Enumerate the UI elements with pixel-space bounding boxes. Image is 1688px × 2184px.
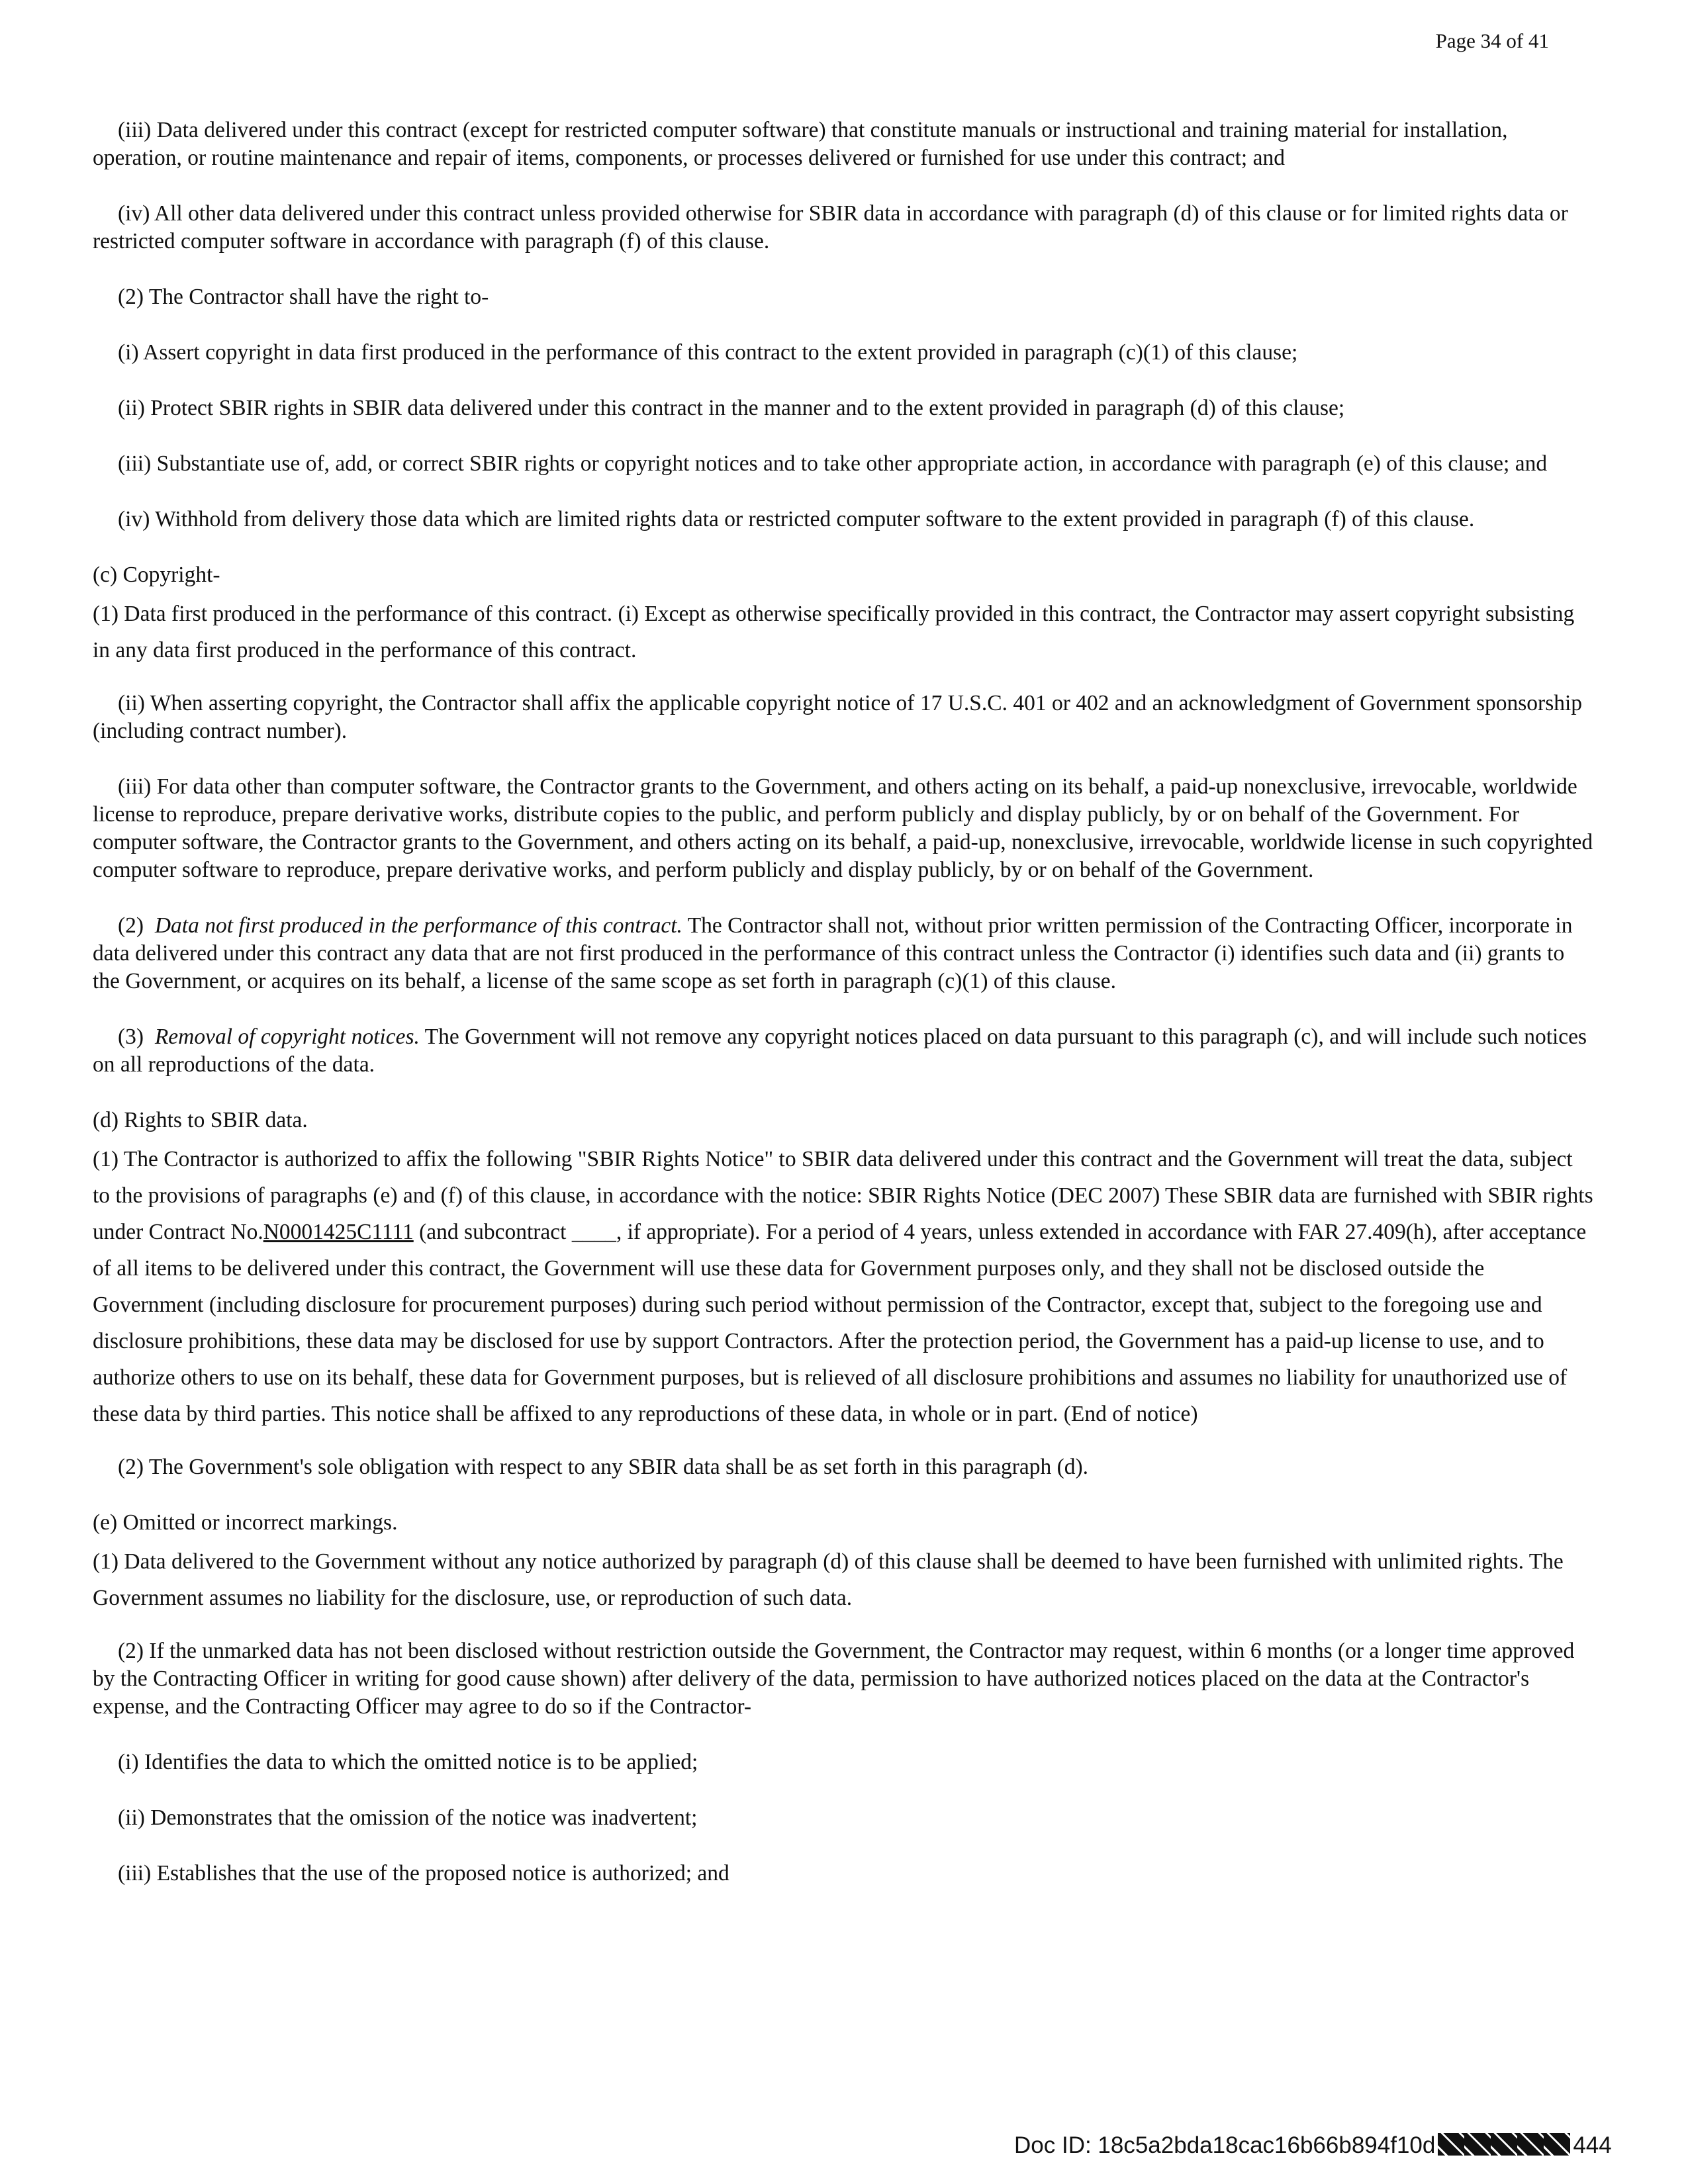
- section-heading-d: (d) Rights to SBIR data.: [93, 1108, 308, 1132]
- paragraph-e2-iii: (iii) Establishes that the use of the proposed notice is authorized; and: [118, 1861, 729, 1886]
- page-number: Page 34 of 41: [1435, 29, 1549, 52]
- paragraph-c1-iii: (iii) For data other than computer software, the Contractor grants to the Government, and others acting on its behalf, a paid-up nonexclusive, irrevocable, worldwide license to reproduce, prepare derivative works, distribute copies to the public, and perform publicly and display publicly, by or on behalf of the Government. For computer software, the Contractor grants to the Government, and others acting on its behalf, a paid-up, nonexclusive, irrevocable, worldwide license in such copyrighted computer software to reproduce, prepare derivative works, and perform publicly and display publicly, by or on behalf of the Government.: [93, 774, 1593, 882]
- paragraph-c1-ii: (ii) When asserting copyright, the Contractor shall affix the applicable copyright notice of 17 U.S.C. 401 or 402 and an acknowledgment of Government sponsorship (including contract number).: [93, 691, 1583, 743]
- paragraph-d1-text-3: , if appropriate). For a period of 4 years, unless extended in accordance with FAR 27.409(h), after acceptance of all items to be delivered under this contract, the Government will use these data for Government purposes only, and they shall not be disclosed outside the Government (including disclosure for procurement purposes) during such period without permission of the Contractor, except that, subject to the foregoing use and disclosure prohibitions, these data may be disclosed for use by support Contractors. After the protection period, the Government has a paid-up license to use, and to authorize others to use on its behalf, these data for Government purposes, but is relieved of all disclosure prohibitions and assumes no liability for unauthorized use of these data by third parties. This notice shall be affixed to any reproductions of these data, in whole or in part. (End of notice): [93, 1220, 1587, 1426]
- paragraph-b1-iv: (iv) All other data delivered under this contract unless provided otherwise for SBIR data in accordance with paragraph (d) of this clause or for limited rights data or restricted computer software in accordance with paragraph (f) of this clause.: [93, 201, 1568, 253]
- paragraph-c2: [93, 912, 1595, 995]
- paragraph-d1-text-1: (1) The Contractor is authorized to affix the following "SBIR Rights Notice" to SBIR data delivered under this contract and the Government will treat the data, subject to the provisions of paragraphs (e) and (f) of this clause, in accordance with the notice: SBIR Rights Notice (DEC 2007) These SBIR data are furnished with SBIR rights under Contract No.: [93, 1147, 1593, 1244]
- paragraph-c2-body: The Contractor shall not, without prior written permission of the Contracting Officer, incorporate in data delivered under this contract any data that are not first produced in the performance of this contract unless the Contractor (i) identifies such data and (ii) grants to the Government, or acquires on its behalf, a license of the same scope as set forth in paragraph (c)(1) of this clause.: [93, 913, 1573, 993]
- paragraph-c3-number: (3): [118, 1024, 144, 1049]
- paragraph-e2-i: (i) Identifies the data to which the omitted notice is to be applied;: [118, 1750, 698, 1774]
- paragraph-b2: (2) The Contractor shall have the right to-: [118, 285, 489, 309]
- paragraph-c2-number: (2): [118, 913, 144, 938]
- section-heading-c: (c) Copyright-: [93, 563, 220, 587]
- paragraph-c1: (1) Data first produced in the performance of this contract. (i) Except as otherwise specifically provided in this contract, the Contractor may assert copyright subsisting in any data first produced in the performance of this contract.: [93, 602, 1575, 662]
- doc-id-text: Doc ID: 18c5a2bda18cac16b66b894f10d: [1014, 2132, 1436, 2158]
- paragraph-b2-iv: (iv) Withhold from delivery those data which are limited rights data or restricted computer software to the extent provided in paragraph (f) of this clause.: [118, 507, 1475, 531]
- paragraph-e2-ii: (ii) Demonstrates that the omission of the notice was inadvertent;: [118, 1805, 698, 1830]
- paragraph-d2: (2) The Government's sole obligation with respect to any SBIR data shall be as set forth in this paragraph (d).: [118, 1455, 1089, 1479]
- subcontract-blank: ____: [571, 1220, 616, 1244]
- document-body: [93, 116, 1595, 1915]
- redaction-mark: [1438, 2133, 1570, 2156]
- doc-id-suffix: 444: [1573, 2132, 1612, 2158]
- section-heading-e: (e) Omitted or incorrect markings.: [93, 1510, 398, 1535]
- paragraph-c3-body: The Government will not remove any copyright notices placed on data pursuant to this paragraph (c), and will include such notices on all reproductions of the data.: [93, 1024, 1587, 1077]
- paragraph-b2-iii: (iii) Substantiate use of, add, or correct SBIR rights or copyright notices and to take other appropriate action, in accordance with paragraph (e) of this clause; and: [118, 451, 1548, 476]
- paragraph-d1-text-2: (and subcontract: [413, 1220, 572, 1244]
- paragraph-c3: [93, 1023, 1595, 1079]
- paragraph-e2: (2) If the unmarked data has not been disclosed without restriction outside the Government, the Contractor may request, within 6 months (or a longer time approved by the Contracting Officer in writing for good cause shown) after delivery of the data, permission to have authorized notices placed on the data at the Contractor's expense, and the Contracting Officer may agree to do so if the Contractor-: [93, 1639, 1575, 1719]
- paragraph-d1: [93, 1141, 1595, 1432]
- footer-doc-id: [1014, 2132, 1612, 2159]
- paragraph-e1: (1) Data delivered to the Government without any notice authorized by paragraph (d) of this clause shall be deemed to have been furnished with unlimited rights. The Government assumes no liability for the disclosure, use, or reproduction of such data.: [93, 1549, 1564, 1610]
- paragraph-b2-ii: (ii) Protect SBIR rights in SBIR data delivered under this contract in the manner and to the extent provided in paragraph (d) of this clause;: [118, 396, 1345, 420]
- paragraph-b2-i: (i) Assert copyright in data first produced in the performance of this contract to the extent provided in paragraph (c)(1) of this clause;: [118, 340, 1298, 365]
- paragraph-b1-iii: (iii) Data delivered under this contract (except for restricted computer software) that constitute manuals or instructional and training material for installation, operation, or routine maintenance and repair of items, components, or processes delivered or furnished for use under this contract; and: [93, 118, 1508, 170]
- contract-number: N0001425C1111: [263, 1220, 414, 1244]
- paragraph-c3-title: Removal of copyright notices.: [154, 1024, 420, 1049]
- paragraph-c2-title: Data not first produced in the performance of this contract.: [154, 913, 682, 938]
